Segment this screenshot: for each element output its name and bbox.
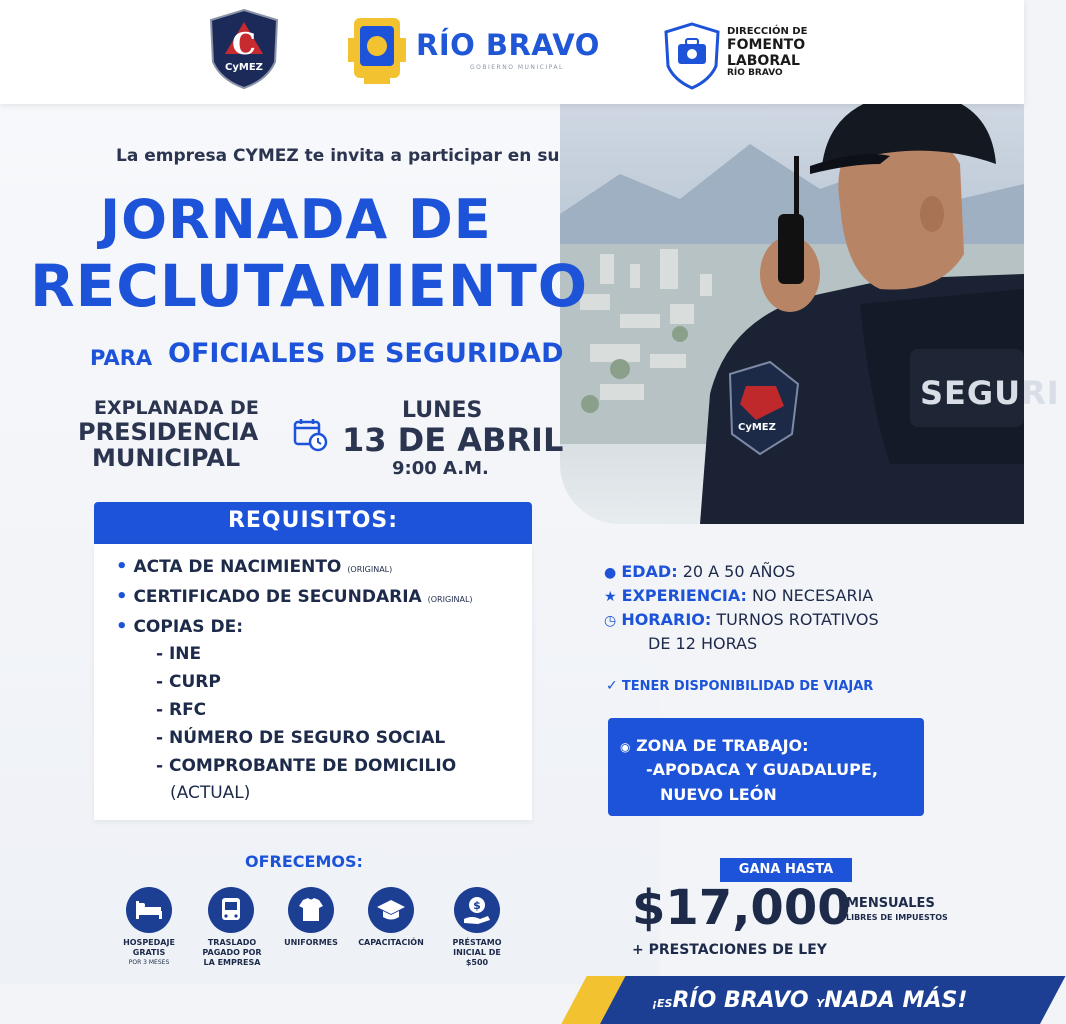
- title-line1: JORNADA DE: [100, 188, 492, 251]
- cymez-logo: [207, 8, 281, 90]
- subtitle-para: PARA: [90, 346, 153, 370]
- benefit-prestamo-label: PRÉSTAMO INICIAL DE $500: [452, 938, 502, 967]
- fomento-laboral-logo: [664, 22, 720, 90]
- check-icon: ✓: [606, 678, 618, 694]
- bullet-icon: •: [116, 586, 128, 607]
- rio-bravo-subtitle: GOBIERNO MUNICIPAL: [470, 64, 564, 71]
- fomento-line2: FOMENTO: [727, 37, 806, 53]
- copia-item: - RFC: [156, 700, 207, 720]
- graduation-cap-icon: [368, 887, 414, 933]
- rio-bravo-shield-logo: [346, 12, 408, 86]
- fomento-line3: LABORAL: [727, 53, 800, 69]
- fomento-line1: DIRECCIÓN DE: [727, 26, 808, 37]
- requisito-item: • ACTA DE NACIMIENTO (ORIGINAL): [116, 556, 393, 577]
- requisito-item: • COPIAS DE:: [116, 616, 243, 637]
- bus-icon: [208, 887, 254, 933]
- map-pin-icon: ◉: [620, 740, 631, 754]
- zona-line1: -APODACA Y GUADALUPE,: [646, 760, 878, 779]
- subtitle-oficiales: OFICIALES DE SEGURIDAD: [168, 338, 564, 369]
- calendar-clock-icon: [292, 416, 328, 452]
- star-icon: ★: [604, 589, 617, 605]
- benefit-hospedaje-label: HOSPEDAJE GRATIS POR 3 MESES: [123, 938, 175, 966]
- benefit-traslado: [208, 887, 254, 933]
- benefit-uniformes: [288, 887, 334, 933]
- bullet-icon: •: [116, 556, 128, 577]
- benefit-traslado-label: TRASLADO PAGADO POR LA EMPRESA: [202, 938, 262, 967]
- horario-row-2: DE 12 HORAS: [648, 634, 758, 653]
- place-line3: MUNICIPAL: [92, 444, 241, 472]
- salary-mensuales: MENSUALES: [846, 896, 935, 911]
- svg-text:$: $: [473, 899, 481, 912]
- copia-item: - INE: [156, 644, 202, 664]
- place-line1: EXPLANADA DE: [94, 397, 259, 419]
- benefit-prestamo: [454, 887, 500, 933]
- horario-row: ◷ HORARIO: TURNOS ROTATIVOS: [604, 610, 879, 629]
- badge-text: CyMEZ: [738, 422, 776, 433]
- salary-libres: LIBRES DE IMPUESTOS: [846, 913, 948, 922]
- intro-text: La empresa CYMEZ te invita a participar en su: [116, 146, 560, 166]
- loan-icon: [454, 887, 500, 933]
- benefit-capacitacion: [368, 887, 414, 933]
- copia-item: - NÚMERO DE SEGURO SOCIAL: [156, 728, 446, 748]
- security-officer-photo: [560, 104, 1060, 524]
- person-icon: ●: [604, 565, 617, 581]
- svg-text:C: C: [232, 27, 256, 62]
- benefit-capacitacion-label: CAPACITACIÓN: [358, 938, 424, 947]
- requisitos-title: REQUISITOS:: [227, 508, 399, 533]
- zona-line2: NUEVO LEÓN: [660, 785, 777, 804]
- experiencia-row: ★ EXPERIENCIA: NO NECESARIA: [604, 586, 874, 605]
- footer-slogan: ¡ESRÍO BRAVO YNADA MÁS!: [652, 988, 968, 1013]
- bed-icon: [126, 887, 172, 933]
- prestaciones-text: + PRESTACIONES DE LEY: [632, 942, 827, 958]
- cymez-logo-text: CyMEZ: [225, 62, 263, 73]
- benefit-uniformes-label: UNIFORMES: [284, 938, 338, 947]
- benefit-hospedaje: [126, 887, 172, 933]
- copia-item: - COMPROBANTE DE DOMICILIO: [156, 756, 457, 776]
- gana-hasta-label: GANA HASTA: [738, 862, 834, 877]
- ofrecemos-title: OFRECEMOS:: [245, 852, 363, 871]
- bullet-icon: •: [116, 616, 128, 637]
- copia-item: - CURP: [156, 672, 221, 692]
- edad-row: ● EDAD: 20 A 50 AÑOS: [604, 562, 796, 581]
- event-day: LUNES: [402, 398, 483, 423]
- viajar-row: ✓ TENER DISPONIBILIDAD DE VIAJAR: [606, 678, 874, 694]
- event-time: 9:00 A.M.: [392, 458, 489, 479]
- shirt-icon: [288, 887, 334, 933]
- copia-actual-note: (ACTUAL): [170, 783, 251, 803]
- requisito-item: • CERTIFICADO DE SECUNDARIA (ORIGINAL): [116, 586, 473, 607]
- rio-bravo-logo-text: RÍO BRAVO: [416, 28, 600, 62]
- salary-amount: $17,000: [632, 880, 851, 936]
- vest-text: SEGURI: [920, 374, 1060, 412]
- title-line2: RECLUTAMIENTO: [30, 252, 589, 320]
- fomento-line4: RÍO BRAVO: [727, 68, 783, 78]
- event-date: 13 DE ABRIL: [342, 421, 564, 459]
- clock-icon: ◷: [604, 613, 617, 629]
- place-line2: PRESIDENCIA: [78, 418, 259, 446]
- zona-label-row: ◉ ZONA DE TRABAJO:: [620, 736, 809, 755]
